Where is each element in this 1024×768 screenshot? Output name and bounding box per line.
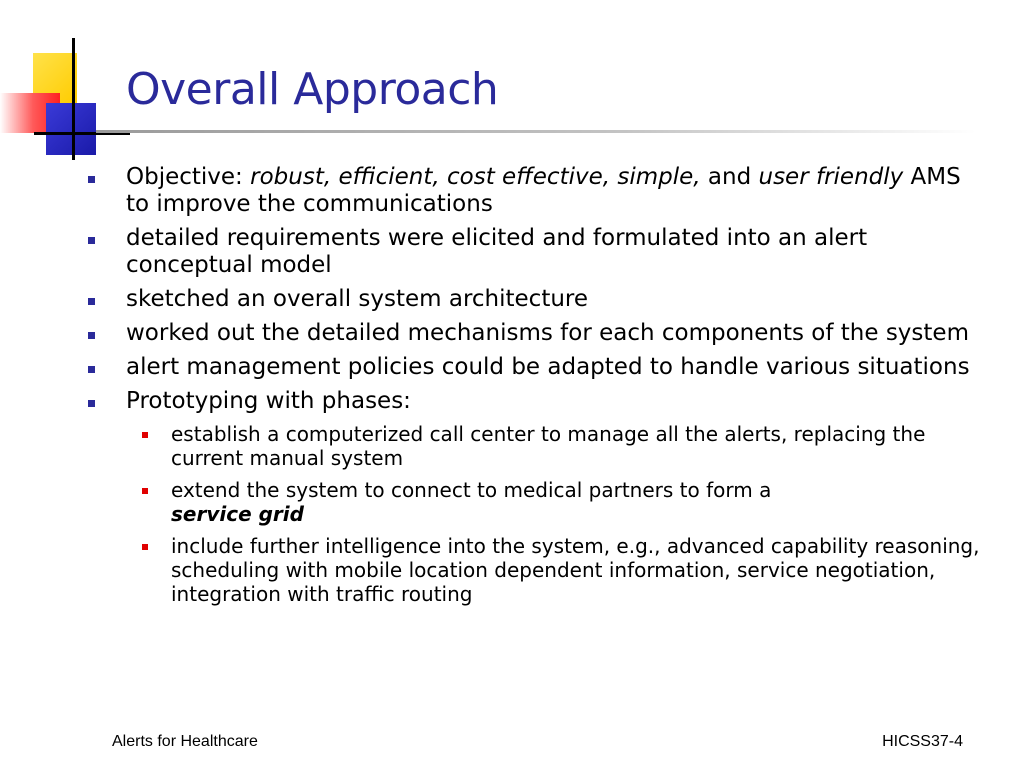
logo-vertical-line <box>72 38 75 160</box>
objective-and: and <box>700 164 759 190</box>
bullet-square-icon <box>88 400 95 407</box>
footer-left: Alerts for Healthcare <box>112 733 258 750</box>
objective-qualities: robust, efficient, cost effective, simple, <box>250 164 701 190</box>
bullet-mechanisms <box>86 320 986 347</box>
sub-bullet-square-icon <box>142 488 148 494</box>
bullet-objective <box>86 164 986 218</box>
bullet-square-icon <box>88 176 95 183</box>
sub-bullet-square-icon <box>142 544 148 550</box>
bullet-text: worked out the detailed mechanisms for each components of the system <box>126 320 969 346</box>
service-grid-emphasis: service grid <box>171 502 304 526</box>
bullet-square-icon <box>88 366 95 373</box>
logo-blue-square <box>46 103 96 155</box>
subbullet-text: extend the system to connect to medical partners to form a <box>171 478 772 502</box>
objective-rest: AMS to improve the communications <box>126 164 961 217</box>
sub-bullet-square-icon <box>142 432 148 438</box>
subbullet-service-grid <box>86 478 986 526</box>
title-underline <box>96 130 976 133</box>
bullet-architecture <box>86 286 986 313</box>
objective-prefix: Objective: <box>126 164 251 190</box>
objective-user-friendly: user friendly <box>758 164 904 190</box>
footer-page-number: HICSS37-4 <box>882 733 963 750</box>
bullet-text: Prototyping with phases: <box>126 388 411 414</box>
bullet-prototyping <box>86 388 986 415</box>
bullet-policies <box>86 354 986 381</box>
bullet-text: sketched an overall system architecture <box>126 286 589 312</box>
bullet-text: alert management policies could be adapted to handle various situations <box>126 354 970 380</box>
bullet-requirements <box>86 225 986 279</box>
subbullet-text: include further intelligence into the system, e.g., advanced capability reasoning, scheduling with mobile location dependent information, service negotiation, integration with traffic routing <box>171 534 980 606</box>
subbullet-text: establish a computerized call center to manage all the alerts, replacing the current manual system <box>171 422 926 470</box>
slide-title: Overall Approach <box>126 64 499 115</box>
slide-logo-decoration <box>0 38 130 163</box>
bullet-text: detailed requirements were elicited and formulated into an alert conceptual model <box>126 225 868 278</box>
bullet-square-icon <box>88 237 95 244</box>
subbullet-intelligence <box>86 534 986 606</box>
bullet-square-icon <box>88 298 95 305</box>
subbullet-call-center <box>86 422 986 470</box>
slide-content <box>86 164 986 614</box>
bullet-square-icon <box>88 332 95 339</box>
